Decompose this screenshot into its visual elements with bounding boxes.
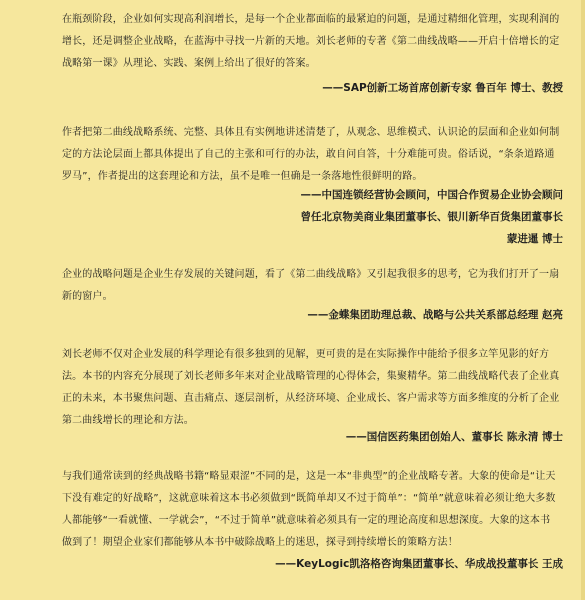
review-4-attribution-line: ——国信医药集团创始人、董事长 陈永清 博士 <box>345 431 563 443</box>
page-edge <box>581 0 585 600</box>
review-5-attribution <box>275 553 563 575</box>
review-1-attribution-line: ——SAP创新工场首席创新专家 鲁百年 博士、教授 <box>322 82 563 94</box>
review-3-attribution-line: ——金蝶集团助理总裁、战略与公共关系部总经理 赵亮 <box>307 309 563 321</box>
review-5-text: 与我们通常读到的经典战略书籍“略显艰涩”不同的是，这是一本“非典型”的企业战略专著。大象的使命是“让天下没有难定的好战略”，这就意味着这本书必须做到“既简单却又不过于简单”：“简单”就意味着必须让绝大多数人都能够“一看就懂、一学就会”，“不过于简单”就意味着必须具有一定的理论高度和思想深度。大象的这本书做到了！期望企业家们都能够从本书中破除战略上的迷思，探寻到持续增长的策略方法！ <box>62 471 556 548</box>
review-2-text: 作者把第二曲线战略系统、完整、具体且有实例地讲述清楚了，从观念、思维模式、认识论的层面和企业如何制定的方法论层面上都具体提出了自己的主张和可行的办法，敢自问自答，十分难能可贵。俗话说，“条条道路通罗马”，作者提出的这套理论和方法，虽不是唯一但确是一条落地性很鲜明的路。 <box>62 127 560 182</box>
review-2-attribution <box>301 184 564 250</box>
review-1-attribution <box>322 77 563 99</box>
review-2-attribution-line-3: 蒙进暹 博士 <box>506 233 563 245</box>
review-1-text: 在瓶颈阶段，企业如何实现高利润增长，是每一个企业都面临的最紧迫的问题，是通过精细化管理，实现利润的增长，还是调整企业战略，在蓝海中寻找一片新的天地。刘长老师的专著《第二曲线战略——开启十倍增长的定战略第一课》从理论、实践、案例上给出了很好的答案。 <box>62 14 560 69</box>
review-2-attribution-line-1: ——中国连锁经营协会顾问，中国合作贸易企业协会顾问 <box>300 189 563 201</box>
review-5-attribution-line: ——KeyLogic凯洛格咨询集团董事长、华成战投董事长 王成 <box>275 558 563 570</box>
review-3-attribution <box>307 304 563 326</box>
review-3-text: 企业的战略问题是企业生存发展的关键问题，看了《第二曲线战略》又引起我很多的思考，它为我们打开了一扇新的窗户。 <box>62 269 560 302</box>
review-4-text: 刘长老师不仅对企业发展的科学理论有很多独到的见解，更可贵的是在实际操作中能给予很多立竿见影的好方法。本书的内容充分展现了刘长老师多年来对企业战略管理的心得体会，集聚精华。第二曲线战略代表了企业真正的未来，本书聚焦问题、直击痛点、逐层剖析，从经济环境、企业成长、客户需求等方面多维度的分析了企业第二曲线增长的理论和方法。 <box>62 349 560 426</box>
review-2-attribution-line-2: 曾任北京物美商业集团董事长、银川新华百货集团董事长 <box>300 211 563 223</box>
review-4-attribution <box>346 426 563 448</box>
